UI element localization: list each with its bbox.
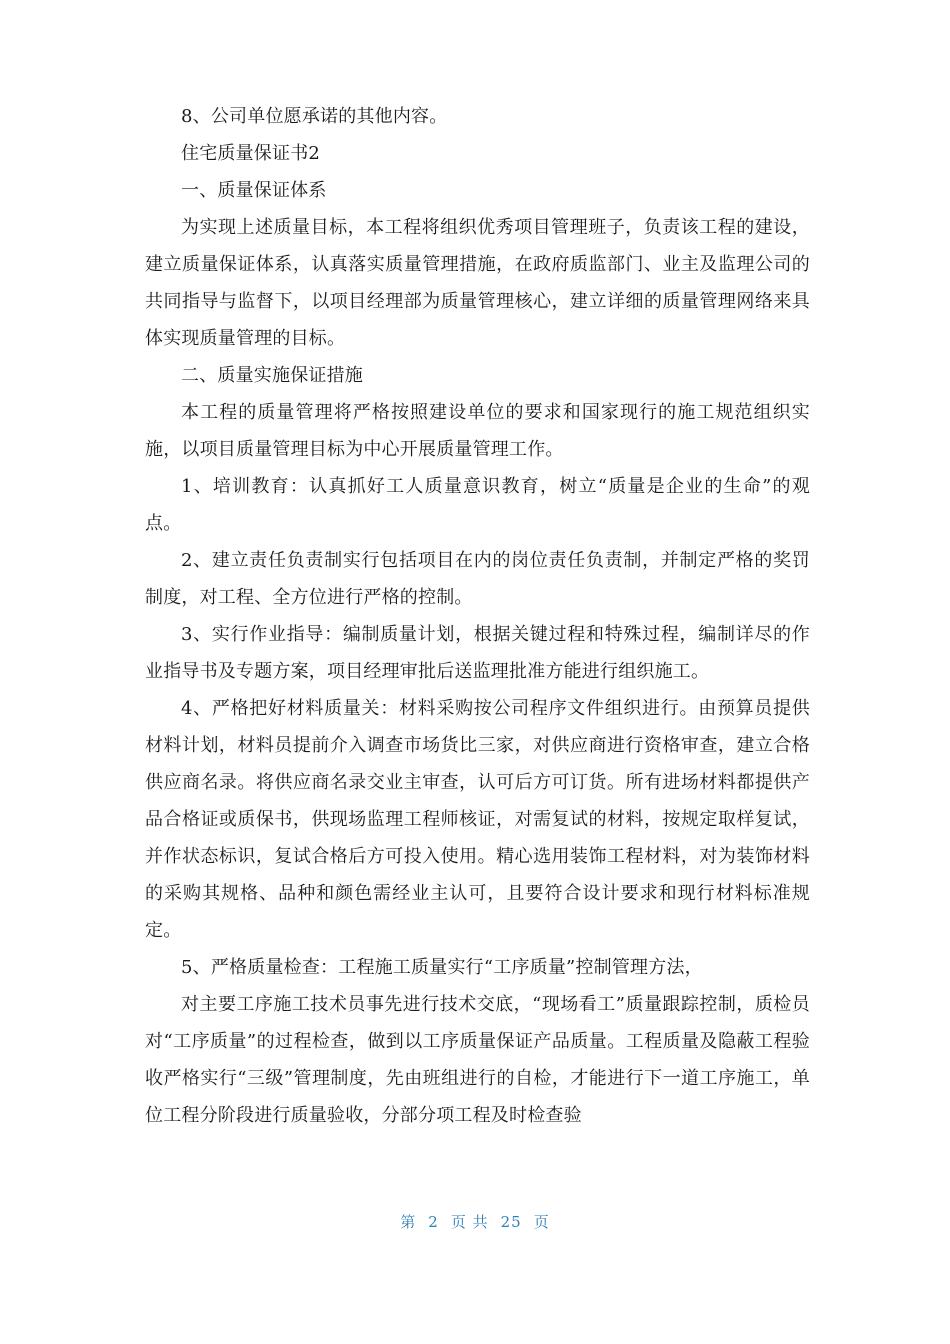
paragraph-1: 8、公司单位愿承诺的其他内容。 [181, 106, 448, 127]
footer-suffix: 页 [533, 1213, 550, 1231]
item-quality-inspection: 5、严格质量检查：工程施工质量实行“工序质量”控制管理方法， [181, 957, 703, 978]
paragraph-quality-measures: 本工程的质量管理将严格按照建设单位的要求和国家现行的施工规范组织实施，以项目质量管理目标为中心开展质量管理工作。 [145, 402, 810, 460]
document-body [145, 98, 810, 1134]
footer-total-pages: 25 [500, 1213, 522, 1231]
paragraph-process-control: 对主要工序施工技术员事先进行技术交底，“现场看工”质量跟踪控制，质检员对“工序质量”的过程检查，做到以工序质量保证产品质量。工程质量及隐蔽工程验收严格实行“三级”管理制度，先由班组进行的自检，才能进行下一道工序施工，单位工程分阶段进行质量验收，分部分项工程及时检查验 [145, 994, 810, 1126]
footer-current-page: 2 [428, 1213, 439, 1231]
footer-middle: 页 共 [450, 1213, 489, 1231]
item-training: 1、培训教育：认真抓好工人质量意识教育，树立“质量是企业的生命”的观点。 [145, 476, 810, 534]
section-title: 住宅质量保证书2 [181, 143, 321, 164]
page-number-footer [0, 1211, 950, 1232]
item-responsibility: 2、建立责任负责制实行包括项目在内的岗位责任负责制，并制定严格的奖罚制度，对工程、全方位进行严格的控制。 [145, 550, 810, 608]
footer-prefix: 第 [400, 1213, 417, 1231]
item-work-guidance: 3、实行作业指导：编制质量计划，根据关键过程和特殊过程，编制详尽的作业指导书及专题方案，项目经理审批后送监理批准方能进行组织施工。 [145, 624, 810, 682]
item-material-quality: 4、严格把好材料质量关：材料采购按公司程序文件组织进行。由预算员提供材料计划，材料员提前介入调查市场货比三家，对供应商进行资格审查，建立合格供应商名录。将供应商名录交业主审查，认可后方可订货。所有进场材料都提供产品合格证或质保书，供现场监理工程师核证，对需复试的材料，按规定取样复试，并作状态标识，复试合格后方可投入使用。精心选用装饰工程材料，对为装饰材料的采购其规格、品种和颜色需经业主认可，且要符合设计要求和现行材料标准规定。 [145, 698, 810, 941]
paragraph-quality-system: 为实现上述质量目标，本工程将组织优秀项目管理班子，负责该工程的建设，建立质量保证体系，认真落实质量管理措施，在政府质监部门、业主及监理公司的共同指导与监督下，以项目经理部为质量管理核心，建立详细的质量管理网络来具体实现质量管理的目标。 [145, 217, 810, 349]
heading-quality-system: 一、质量保证体系 [181, 180, 327, 201]
heading-quality-measures: 二、质量实施保证措施 [181, 365, 363, 386]
